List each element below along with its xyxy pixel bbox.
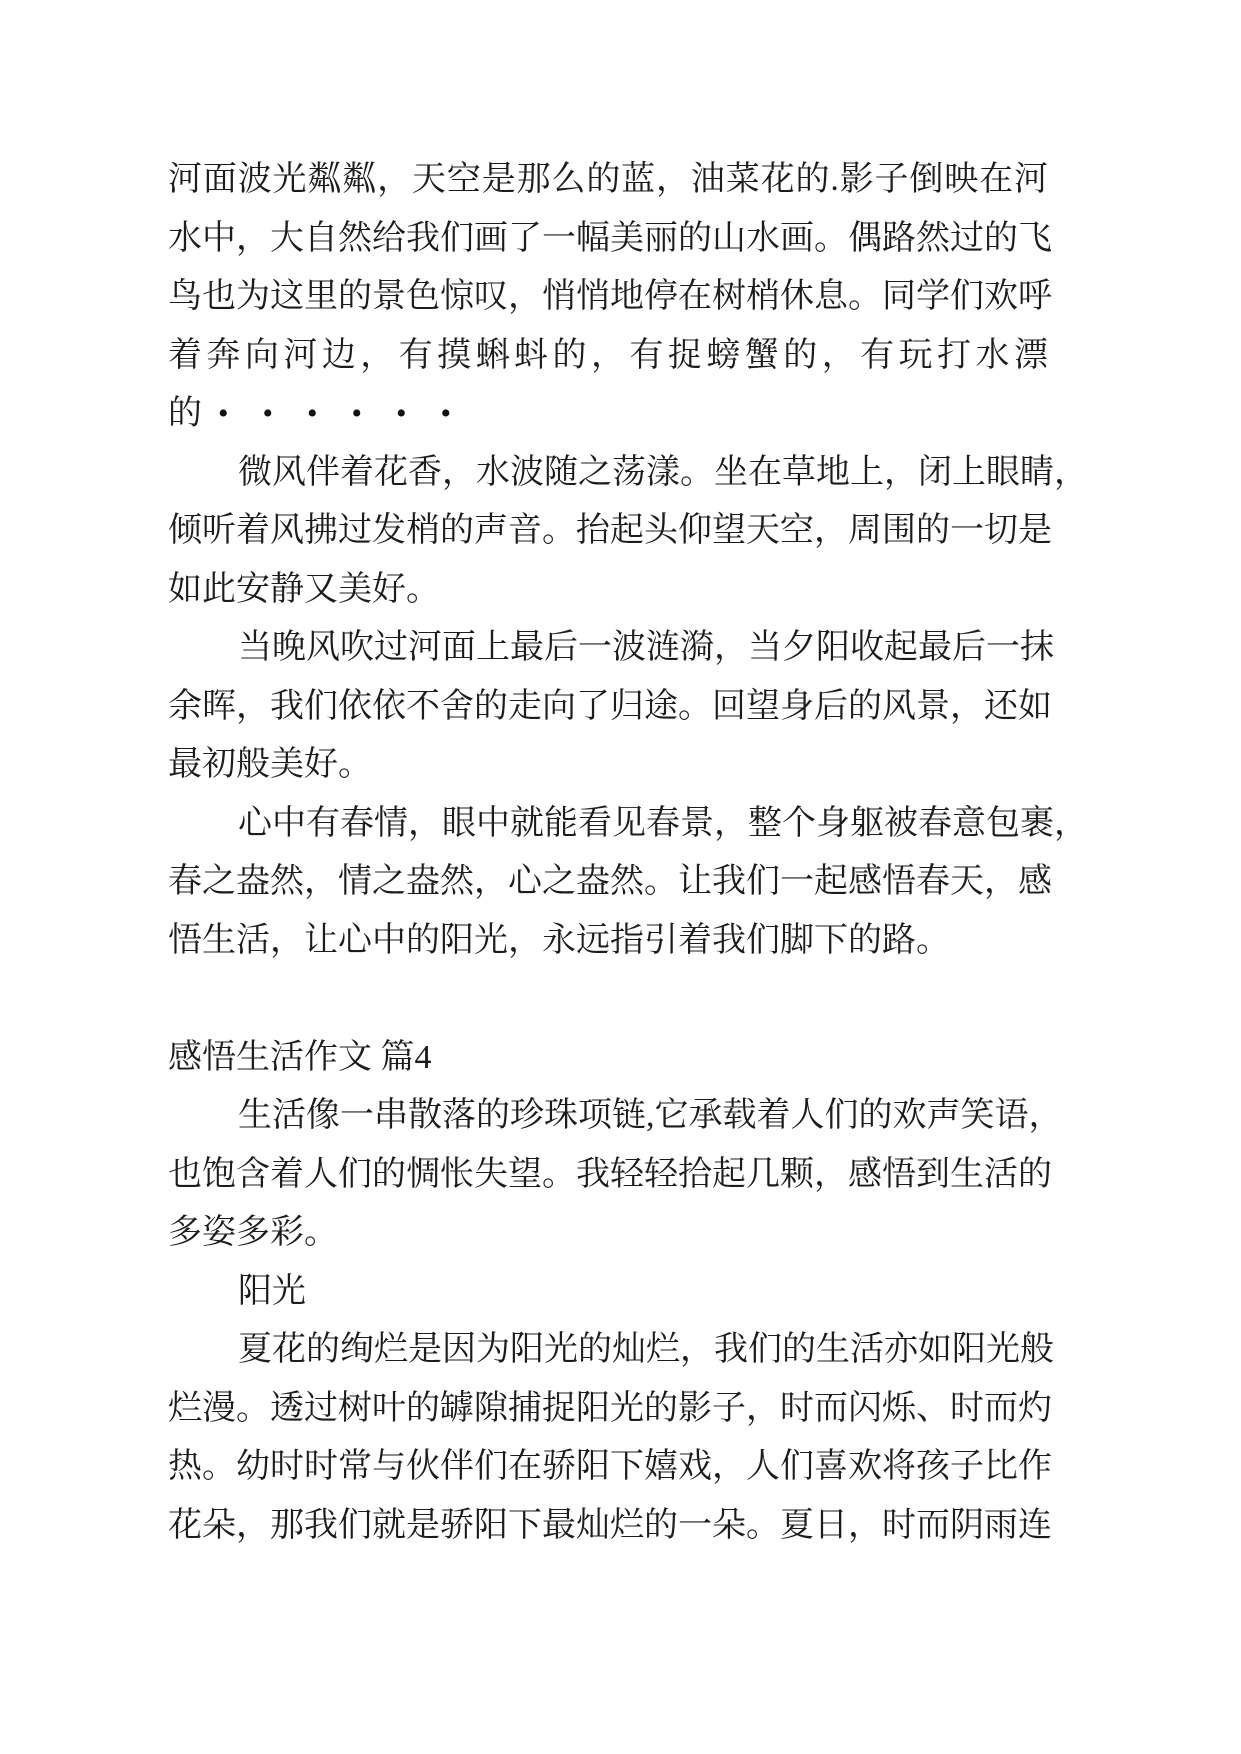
essay-subheading bbox=[168, 1263, 1048, 1322]
line-text: 花朵，那我们就是骄阳下最灿烂的一朵。夏日，时而阴雨连 bbox=[168, 1506, 1052, 1544]
line-text: 也饱含着人们的惆怅失望。我轻轻拾起几颗，感悟到生活的 bbox=[168, 1155, 1052, 1193]
text-line bbox=[168, 1263, 1048, 1322]
line-text: 河面波光粼粼，天空是那么的蓝，油菜花的.影子倒映在河 bbox=[168, 161, 1048, 198]
text-line bbox=[168, 1380, 1052, 1439]
text-line bbox=[168, 853, 1052, 912]
paragraph bbox=[168, 1087, 1063, 1263]
paragraph bbox=[168, 151, 1052, 444]
document-body bbox=[168, 151, 1088, 1555]
line-text: 的 bbox=[168, 395, 202, 432]
text-line bbox=[168, 736, 1048, 795]
text-line bbox=[168, 619, 1054, 678]
line-text: 最初般美好。 bbox=[168, 746, 372, 783]
text-line bbox=[168, 1497, 1052, 1556]
text-line bbox=[168, 1321, 1054, 1380]
line-text: 夏花的绚烂是因为阳光的灿烂，我们的生活亦如阳光般 bbox=[238, 1331, 1054, 1368]
text-line bbox=[168, 151, 1048, 210]
text-line bbox=[168, 1204, 1048, 1263]
text-line bbox=[168, 678, 1052, 737]
line-text: 余晖，我们依依不舍的走向了归途。回望身后的风景，还如 bbox=[168, 687, 1052, 725]
line-text: 倾听着风拂过发梢的声音。抬起头仰望天空，周围的一切是 bbox=[168, 512, 1052, 549]
text-line bbox=[168, 327, 1048, 386]
line-text: 如此安静又美好。 bbox=[168, 570, 440, 608]
paragraph bbox=[168, 1321, 1054, 1555]
line-text: 生活像一串散落的珍珠项链,它承载着人们的欢声笑语， bbox=[238, 1097, 1063, 1134]
paragraph bbox=[168, 444, 1088, 620]
line-text: 当晚风吹过河面上最后一波涟漪，当夕阳收起最后一抹 bbox=[238, 629, 1054, 666]
text-line bbox=[168, 912, 1048, 971]
text-line bbox=[168, 444, 1088, 503]
line-text: 悟生活，让心中的阳光，永远指引着我们脚下的路。 bbox=[168, 921, 950, 959]
line-text: 心中有春情，眼中就能看见春景，整个身躯被春意包裹， bbox=[238, 804, 1088, 842]
line-text: 春之盎然，情之盎然，心之盎然。让我们一起感悟春天，感 bbox=[168, 863, 1052, 900]
text-line bbox=[168, 1087, 1063, 1146]
line-text: 阳光 bbox=[238, 1272, 306, 1310]
text-line bbox=[168, 561, 1048, 620]
text-line bbox=[168, 1438, 1052, 1497]
text-line bbox=[168, 385, 1048, 444]
text-line bbox=[168, 268, 1052, 327]
line-text: 鸟也为这里的景色惊叹，悄悄地停在树梢休息。同学们欢呼 bbox=[168, 278, 1052, 315]
line-text: 热。幼时时常与伙伴们在骄阳下嬉戏，人们喜欢将孩子比作 bbox=[168, 1448, 1052, 1485]
text-line bbox=[168, 795, 1088, 854]
essay-section-heading bbox=[168, 1029, 1048, 1088]
paragraph bbox=[168, 795, 1088, 971]
line-text: 微风伴着花香，水波随之荡漾。坐在草地上，闭上眼睛， bbox=[238, 453, 1088, 491]
line-text: 水中，大自然给我们画了一幅美丽的山水画。偶路然过的飞 bbox=[168, 219, 1052, 257]
text-line bbox=[168, 1146, 1052, 1205]
line-text: 多姿多彩。 bbox=[168, 1214, 338, 1251]
text-line bbox=[168, 502, 1052, 561]
text-line bbox=[168, 1029, 1048, 1088]
text-line bbox=[168, 210, 1052, 269]
paragraph bbox=[168, 619, 1054, 795]
line-text: 感悟生活作文 篇4 bbox=[168, 1038, 432, 1076]
line-text: 烂漫。透过树叶的罅隙捕捉阳光的影子，时而闪烁、时而灼 bbox=[168, 1389, 1052, 1427]
ellipsis-dots: •••••• bbox=[218, 397, 486, 430]
line-text: 着奔向河边，有摸蝌蚪的，有捉螃蟹的，有玩打水漂 bbox=[168, 336, 1048, 374]
